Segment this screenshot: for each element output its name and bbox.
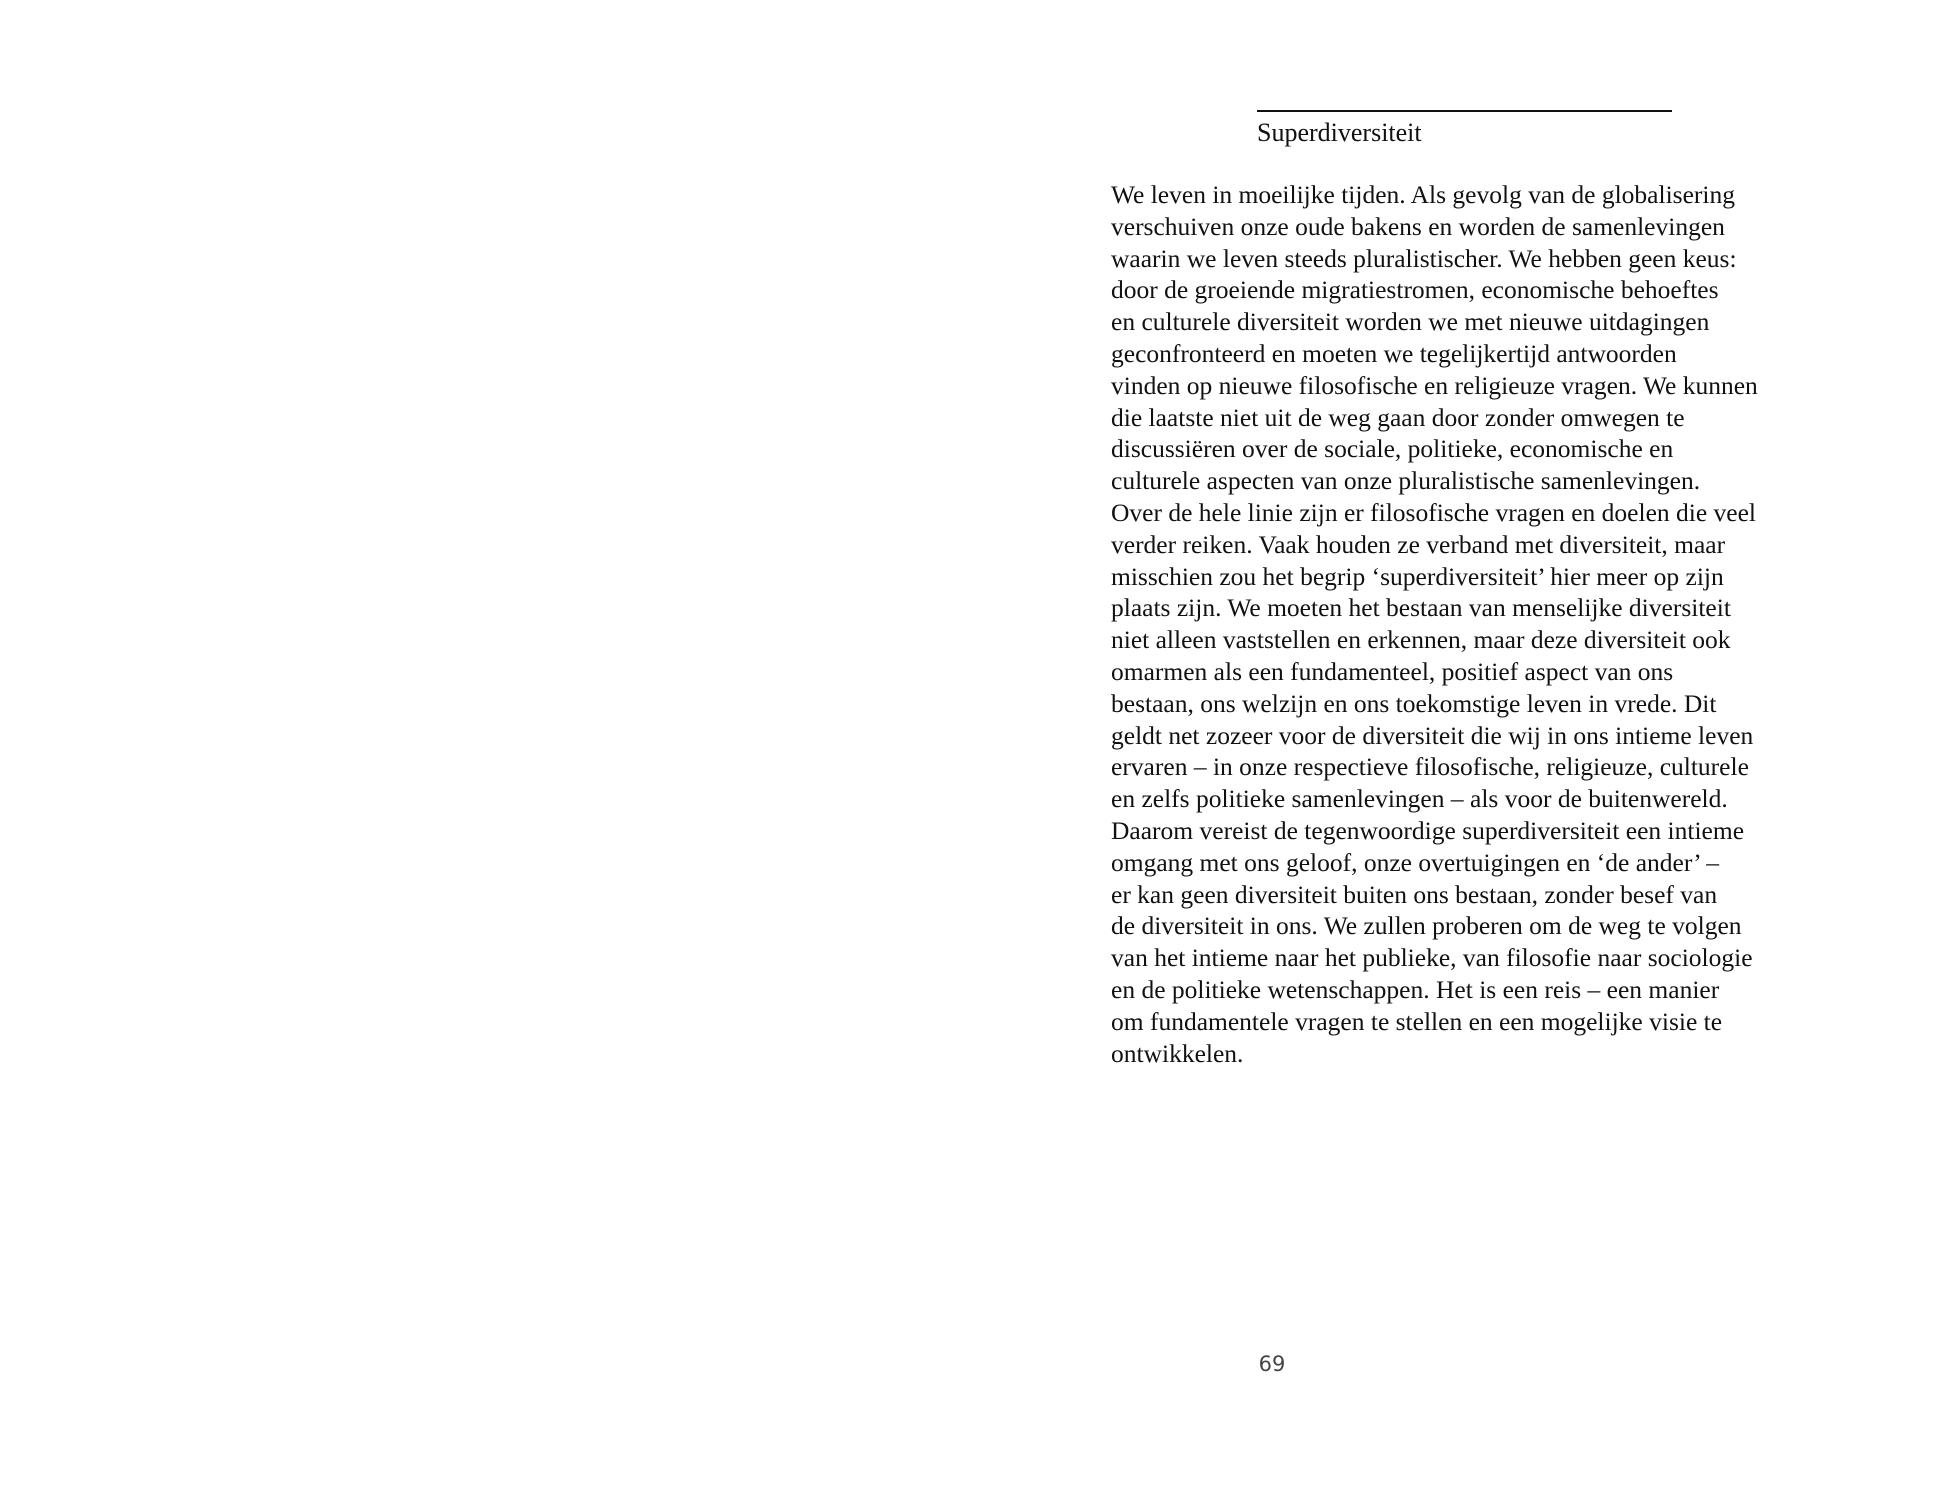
text-line: Daarom vereist de tegenwoordige superdiversiteit een intieme	[1111, 815, 1745, 845]
text-line: ontwikkelen.	[1111, 1038, 1244, 1068]
text-line: geldt net zozeer voor de diversiteit die wij in ons intieme leven	[1111, 720, 1754, 750]
text-line: ervaren – in onze respectieve filosofische, religieuze, culturele	[1111, 752, 1749, 782]
page-number: 69	[1258, 1352, 1286, 1376]
text-line: van het intieme naar het publieke, van filosofie naar sociologie	[1111, 943, 1753, 973]
body-paragraph	[1111, 179, 1871, 1069]
text-line: die laatste niet uit de weg gaan door zonder omwegen te	[1111, 402, 1685, 432]
section-title: Superdiversiteit	[1257, 118, 1422, 147]
text-line: verder reiken. Vaak houden ze verband met diversiteit, maar	[1111, 529, 1726, 559]
text-line: We leven in moeilijke tijden. Als gevolg van de globalisering	[1111, 180, 1735, 209]
text-line: bestaan, ons welzijn en ons toekomstige leven in vrede. Dit	[1111, 688, 1717, 718]
text-line: omarmen als een fundamenteel, positief aspect van ons	[1111, 656, 1674, 686]
text-line: omgang met ons geloof, onze overtuigingen en ‘de ander’ –	[1111, 847, 1720, 877]
text-line: plaats zijn. We moeten het bestaan van menselijke diversiteit	[1111, 593, 1731, 623]
text-line: waarin we leven steeds pluralistischer. We hebben geen keus:	[1111, 243, 1737, 273]
text-line: misschien zou het begrip ‘superdiversiteit’ hier meer op zijn	[1111, 561, 1724, 591]
text-line: discussiëren over de sociale, politieke, economische en	[1111, 434, 1674, 464]
right-page	[1080, 0, 1941, 1500]
heading-rule	[1257, 110, 1672, 112]
text-line: verschuiven onze oude bakens en worden de samenlevingen	[1111, 211, 1725, 241]
text-line: om fundamentele vragen te stellen en een mogelijke visie te	[1111, 1006, 1723, 1036]
text-line: en zelfs politieke samenlevingen – als voor de buitenwereld.	[1111, 784, 1728, 814]
text-line: door de groeiende migratiestromen, economische behoeftes	[1111, 275, 1719, 305]
text-line: geconfronteerd en moeten we tegelijkertijd antwoorden	[1111, 338, 1677, 368]
text-line: culturele aspecten van onze pluralistische samenlevingen.	[1111, 466, 1701, 496]
text-line: Over de hele linie zijn er filosofische vragen en doelen die veel	[1111, 497, 1757, 527]
text-line: de diversiteit in ons. We zullen proberen om de weg te volgen	[1111, 911, 1742, 941]
text-line: niet alleen vaststellen en erkennen, maar deze diversiteit ook	[1111, 625, 1731, 655]
text-line: en culturele diversiteit worden we met nieuwe uitdagingen	[1111, 307, 1710, 337]
text-line: en de politieke wetenschappen. Het is een reis – een manier	[1111, 974, 1720, 1004]
text-line: er kan geen diversiteit buiten ons bestaan, zonder besef van	[1111, 879, 1718, 909]
text-line: vinden op nieuwe filosofische en religieuze vragen. We kunnen	[1111, 370, 1758, 400]
